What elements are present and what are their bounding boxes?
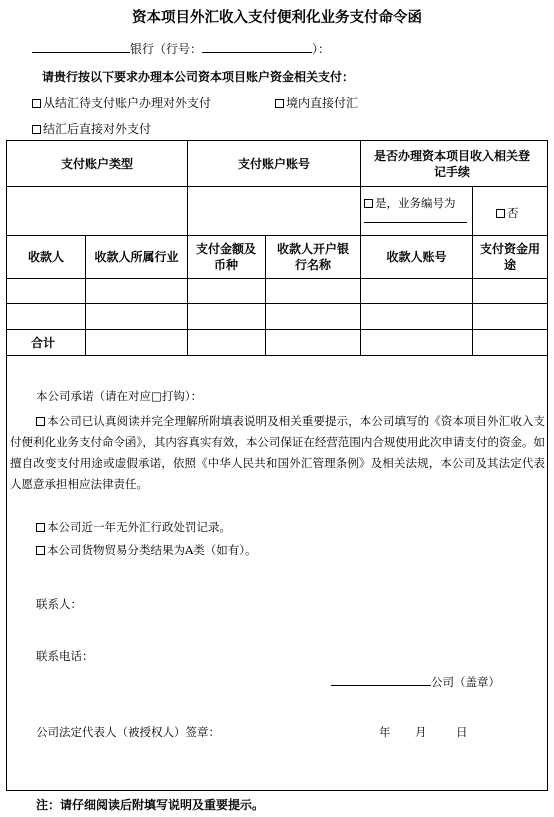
header-payee-industry: 收款人所属行业 <box>94 250 179 264</box>
signature-label: 公司法定代表人（被授权人）签章： <box>36 725 220 739</box>
option-label: 境内直接付汇 <box>286 96 359 110</box>
option-domestic-payment[interactable] <box>275 94 358 111</box>
bank-name-field[interactable] <box>32 40 130 53</box>
registration-yes-option[interactable] <box>364 195 456 211</box>
option-from-pending-account[interactable] <box>32 94 211 111</box>
checkbox-icon[interactable] <box>36 546 45 555</box>
total-row-fields[interactable] <box>86 330 547 355</box>
table-row[interactable] <box>7 279 547 303</box>
checkbox-icon[interactable] <box>275 99 284 108</box>
commitment-intro: 本公司承诺（请在对应□打钩）： <box>36 389 203 403</box>
commitment-item-2-text: 本公司近一年无外汇行政处罚记录。 <box>47 520 231 534</box>
phone-label: 联系电话： <box>36 649 94 663</box>
footer-note: 注：请仔细阅读后附填写说明及重要提示。 <box>36 798 265 812</box>
company-seal-label: 公司（盖章） <box>431 675 500 689</box>
table-row[interactable] <box>7 304 547 329</box>
instruction-text: 请贵行按以下要求办理本公司资本项目账户资金相关支付： <box>42 70 355 84</box>
commitment-item-3[interactable] <box>36 540 541 561</box>
registration-yes-label: 是，业务编号为 <box>375 196 456 210</box>
contact-label: 联系人： <box>36 597 82 611</box>
checkbox-icon[interactable] <box>496 209 505 218</box>
header-amount-currency: 支付金额及币种 <box>195 242 256 272</box>
date-month: 月 <box>415 725 427 739</box>
header-payee: 收款人 <box>27 250 64 264</box>
bank-line <box>32 40 330 57</box>
total-label: 合计 <box>31 335 56 350</box>
header-account-number: 支付账户账号 <box>237 156 310 171</box>
checkbox-icon[interactable] <box>32 125 41 134</box>
checkbox-icon[interactable] <box>364 199 373 208</box>
account-type-input[interactable] <box>7 187 187 235</box>
commitment-item-3-text: 本公司货物贸易分类结果为A类（如有）。 <box>47 543 257 557</box>
commitment-item-2[interactable] <box>36 517 541 538</box>
date-year: 年 <box>379 725 391 739</box>
account-number-input[interactable] <box>188 187 360 235</box>
bank-code-field[interactable] <box>202 40 312 53</box>
checkbox-icon[interactable] <box>36 523 45 532</box>
company-seal-line <box>331 673 500 690</box>
option-label: 结汇后直接对外支付 <box>43 122 152 136</box>
option-after-settlement[interactable] <box>32 120 151 137</box>
checkbox-icon[interactable] <box>36 417 45 426</box>
header-usage: 支付资金用途 <box>480 242 541 272</box>
commitment-item-1-text: 本公司已认真阅读并完全理解所附填表说明及相关重要提示，本公司填写的《资本项目外汇收入支付便利化业务支付命令函》，其内容真实有效，本公司保证在经营范围内合规使用此次申请支付的资金。如擅自改变支付用途或虚假承诺，依照《中华人民共和国外汇管理条例》及相关法规，本公司及其法定代表人愿意承担相应法律责任。 <box>10 414 545 491</box>
checkbox-icon[interactable] <box>32 99 41 108</box>
header-payee-account: 收款人账号 <box>386 250 447 264</box>
bank-label: 银行（行号： <box>130 42 203 56</box>
registration-no-label: 否 <box>507 206 519 220</box>
company-name-field[interactable] <box>331 673 431 686</box>
header-payee-bank: 收款人开户银行名称 <box>276 242 349 272</box>
bank-close: ）： <box>312 42 331 56</box>
header-registration: 是否办理资本项目收入相关登记手续 <box>373 148 530 179</box>
form-title: 资本项目外汇收入支付便利化业务支付命令函 <box>132 10 422 26</box>
registration-no-option[interactable] <box>496 205 519 221</box>
header-account-type: 支付账户类型 <box>60 156 133 171</box>
date-day: 日 <box>456 725 468 739</box>
commitment-item-1[interactable] <box>10 411 545 495</box>
option-label: 从结汇待支付账户办理对外支付 <box>43 96 212 110</box>
